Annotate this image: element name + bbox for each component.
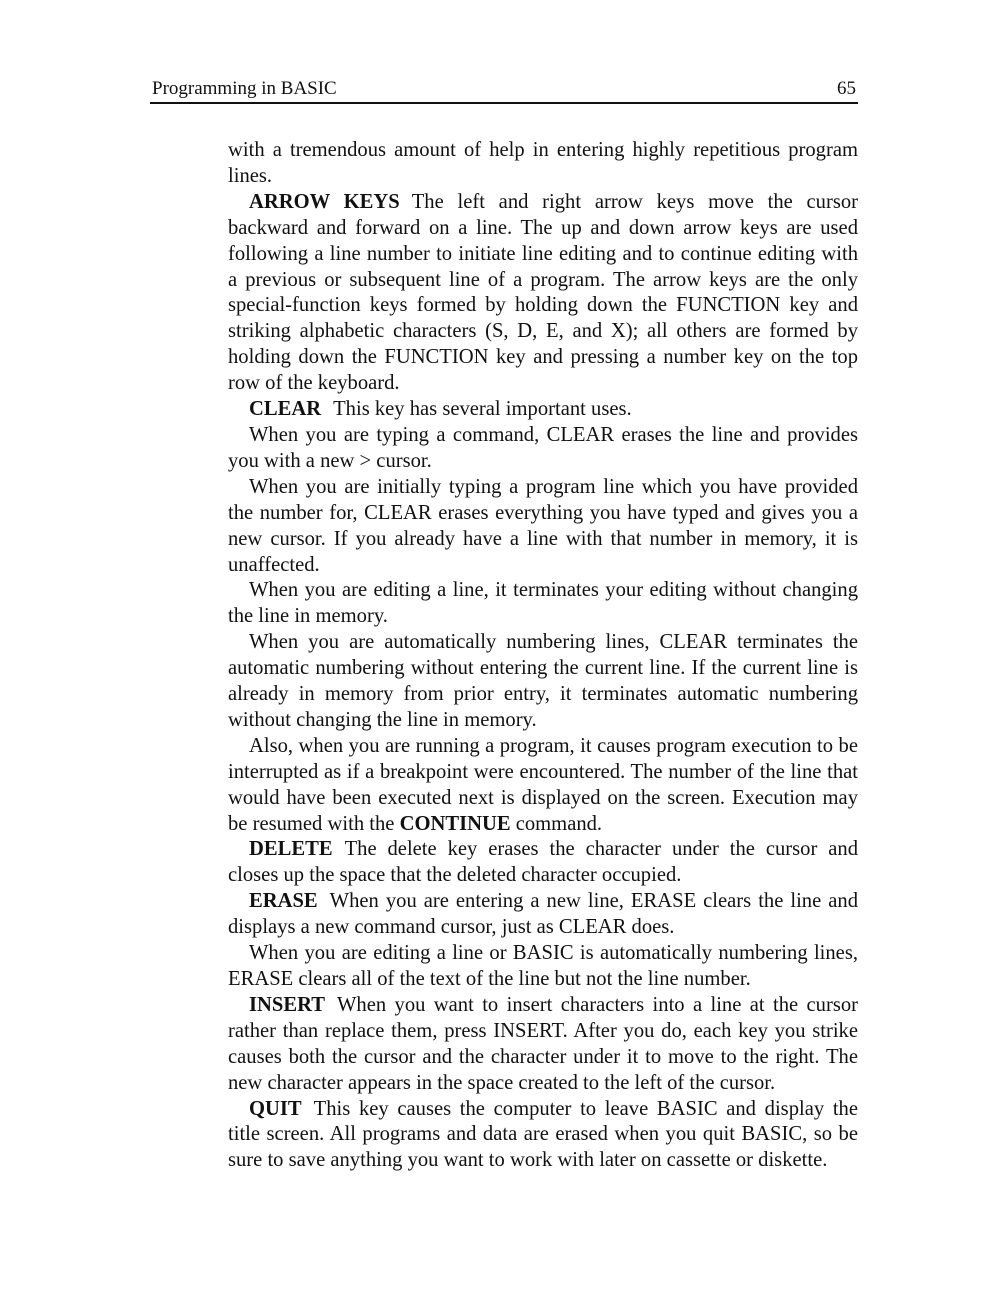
running-head-title: Programming in BASIC [152,78,337,99]
paragraph [228,578,858,630]
paragraph [228,475,858,579]
paragraph-clear [228,397,858,423]
paragraph [228,734,858,838]
paragraph-text: Also, when you are running a program, it causes program execution to be interrupted as if a breakpoint were encountered. The number of the line that would have been executed next is displayed on the screen. Execution may be resumed with the [228,734,858,835]
paragraph-quit [228,1097,858,1175]
paragraph-insert [228,993,858,1097]
term-heading: ARROW KEYS [249,190,400,213]
paragraph-text: This key causes the computer to leave BASIC and display the title screen. All programs and data are erased when you quit BASIC, so be sure to save anything you want to work with later on cassette or diskette. [228,1097,858,1172]
paragraph-text: When you are editing a line, it terminates your editing without changing the line in memory. [228,579,858,628]
term-heading: INSERT [249,993,325,1016]
paragraph-text: This key has several important uses. [333,398,632,421]
paragraph-text: When you want to insert characters into a line at the cursor rather than replace them, press INSERT. After you do, each key you strike causes both the cursor and the character under it to move to the right. The new character appears in the space created to the left of the cursor. [228,993,858,1094]
paragraph [228,941,858,993]
command-name: CONTINUE [399,812,511,835]
paragraph-text: When you are initially typing a program line which you have provided the number for, CLEAR erases everything you have typed and gives you a new cursor. If you already have a line with that number in memory, it is unaffected. [228,475,858,576]
page-number: 65 [837,78,856,99]
term-heading: CLEAR [249,398,322,421]
running-head [150,75,858,104]
paragraph [228,630,858,734]
body-text [228,138,858,1174]
paragraph-text: When you are typing a command, CLEAR erases the line and provides you with a new > cursor. [228,423,858,472]
term-heading: QUIT [249,1097,302,1120]
paragraph [228,423,858,475]
paragraph-text: with a tremendous amount of help in entering highly repetitious program lines. [228,139,858,187]
term-heading: DELETE [249,838,333,861]
paragraph-delete [228,837,858,889]
paragraph-continuation [228,138,858,190]
paragraph-arrow-keys [228,190,858,397]
paragraph-text: The delete key erases the character under the cursor and closes up the space that the deleted character occupied. [228,838,858,887]
paragraph-text: The left and right arrow keys move the cursor backward and forward on a line. The up and down arrow keys are used following a line number to initiate line editing and to continue editing with a previous or subsequent line of a program. The arrow keys are the only special-function keys formed by holding down the FUNCTION key and striking alphabetic characters (S, D, E, and X); all others are formed by holding down the FUNCTION key and pressing a number key on the top row of the keyboard. [228,190,858,395]
paragraph-text: command. [510,812,603,835]
paragraph-text: When you are entering a new line, ERASE clears the line and displays a new command cursor, just as CLEAR does. [228,890,858,939]
paragraph-erase [228,889,858,941]
paragraph-text: When you are automatically numbering lines, CLEAR terminates the automatic numbering without entering the current line. If the current line is already in memory from prior entry, it terminates automatic numbering without changing the line in memory. [228,631,858,731]
term-heading: ERASE [249,890,318,913]
paragraph-text: When you are editing a line or BASIC is automatically numbering lines, ERASE clears all of the text of the line but not the line number. [228,942,858,990]
